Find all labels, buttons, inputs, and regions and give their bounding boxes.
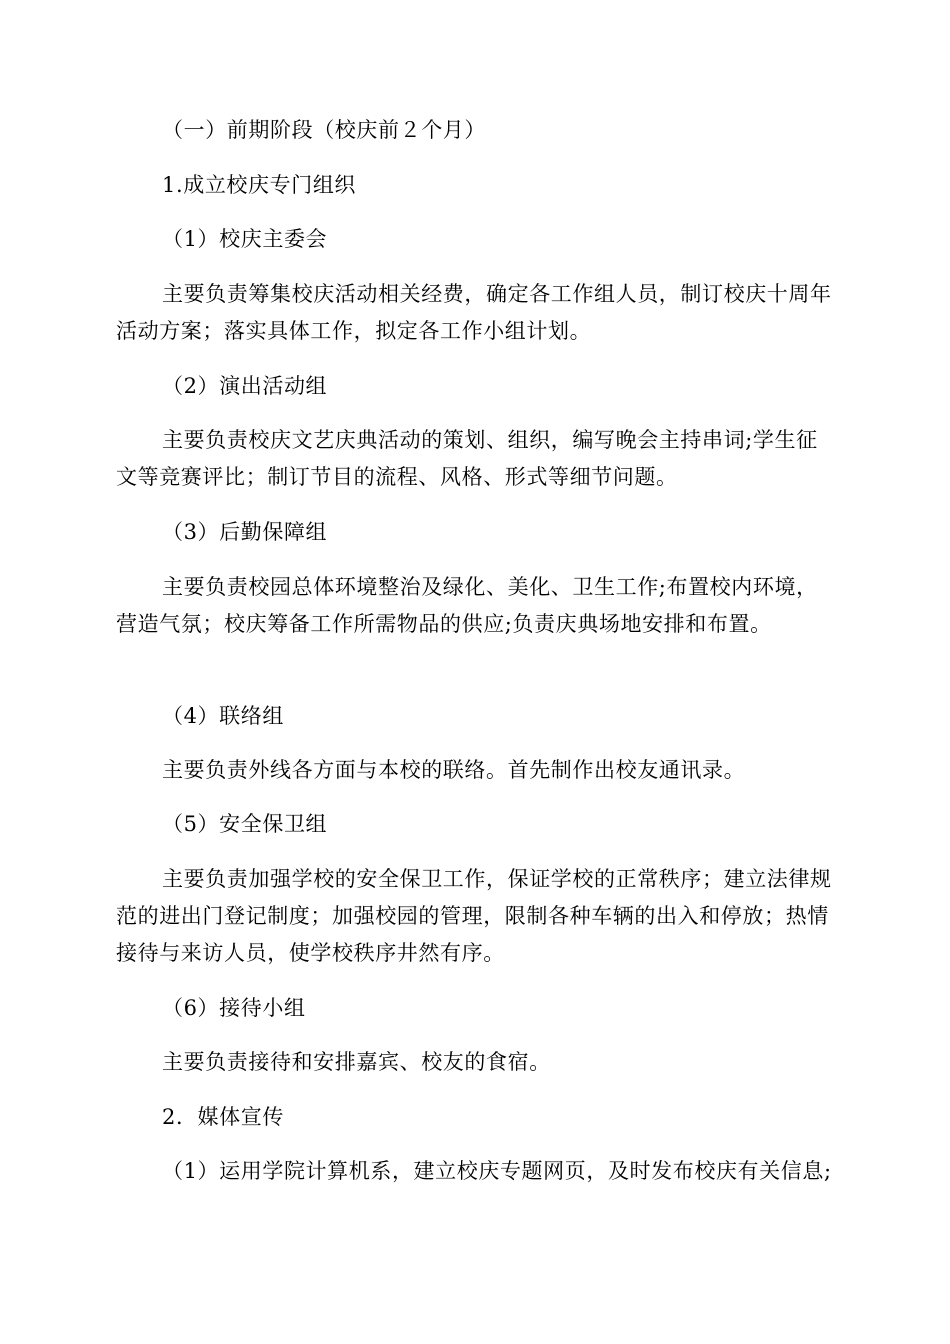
item-heading-organization: 1.成立校庆专门组织: [162, 173, 357, 197]
paragraph-performance-group: 主要负责校庆文艺庆典活动的策划、组织，编写晚会主持串词;学生征文等竞赛评比；制订节目的流程、风格、形式等细节问题。: [116, 428, 818, 489]
paragraph-logistics-group: 主要负责校园总体环境整治及绿化、美化、卫生工作;布置校内环境，营造气氛；校庆筹备工作所需物品的供应;负责庆典场地安排和布置。: [116, 575, 818, 636]
paragraph-liaison-group: 主要负责外线各方面与本校的联络。首先制作出校友通讯录。: [162, 758, 746, 782]
item-heading-media: 2．媒体宣传: [162, 1105, 284, 1129]
paragraph-reception-group: 主要负责接待和安排嘉宾、校友的食宿。: [162, 1050, 551, 1074]
subheading-performance-group: （2）演出活动组: [162, 374, 328, 398]
subheading-liaison-group: （4）联络组: [162, 704, 284, 728]
subheading-main-committee: （1）校庆主委会: [162, 227, 328, 251]
paragraph-security-group: 主要负责加强学校的安全保卫工作，保证学校的正常秩序；建立法律规范的进出门登记制度；加强校园的管理，限制各种车辆的出入和停放；热情接待与来访人员，使学校秩序井然有序。: [116, 867, 832, 965]
section-heading-early-stage: （一）前期阶段（校庆前２个月）: [162, 118, 486, 142]
subheading-security-group: （5）安全保卫组: [162, 812, 328, 836]
subheading-reception-group: （6）接待小组: [162, 996, 306, 1020]
subheading-logistics-group: （3）后勤保障组: [162, 520, 328, 544]
paragraph-media-website: （1）运用学院计算机系，建立校庆专题网页，及时发布校庆有关信息;: [162, 1159, 832, 1183]
paragraph-main-committee: 主要负责筹集校庆活动相关经费，确定各工作组人员，制订校庆十周年活动方案；落实具体工作，拟定各工作小组计划。: [116, 282, 832, 343]
